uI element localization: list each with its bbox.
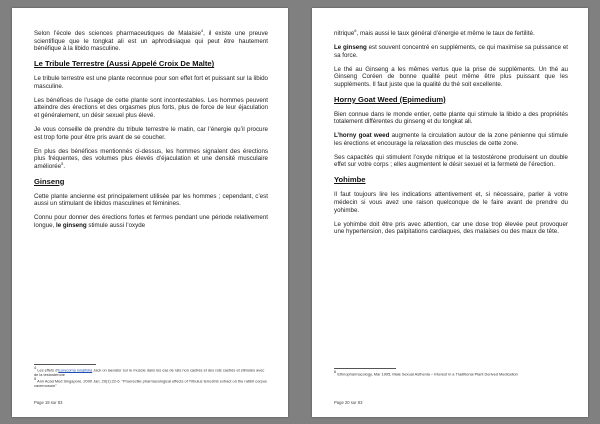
paragraph: Cette plante ancienne est principalement utilisée par les hommes ; cependant, c’est aussi un stimulant de libidos masculines et féminines.: [34, 192, 268, 208]
page-number: Page 19 sur 83: [34, 400, 63, 405]
bold-term: Le ginseng: [334, 43, 367, 51]
paragraph: Le yohimbe doit être pris avec attention, car une dose trop élevée peut provoquer une hypertension, des palpitations cardiaques, des malaises ou des maux de tête.: [334, 220, 568, 236]
section-heading-yohimbe: Yohimbe: [334, 175, 366, 185]
paragraph: L’horny goat weed augmente la circulation autour de la zone pénienne qui stimule les érections et encourage la relaxation des muscles de cette zone.: [334, 132, 568, 147]
section-heading-ginseng: Ginseng: [34, 176, 65, 186]
paragraph: Le tribule terrestre est une plante reconnue pour son effet fort et puissant sur la libido masculine.: [34, 75, 268, 90]
footnotes: [334, 368, 568, 378]
paragraph: Connu pour donner des érections fortes et fermes pendant une période relativement longue, le ginseng stimule aussi l’oxyde: [34, 214, 268, 229]
section-heading-horny-goat-weed: Horny Goat Weed (Epimedium): [334, 94, 446, 104]
paragraph: Je vous conseille de prendre du tribule terrestre le matin, car l’énergie qu’il procure est trop forte pour être pris avant de se coucher.: [34, 125, 268, 141]
footnote-4: $^4$ Les effets d’Eurycoma longifolia Jack on laevator sur le muscle dans les cas de rats non castrés et des rats castrés et stimulés avec de la testostérone: [34, 365, 265, 378]
footnote-ref: 6: [354, 27, 357, 33]
footnote-link[interactable]: Eurycoma longifolia: [58, 367, 93, 373]
footnote-6: $^6$ Ethnopharmacology, Mar 1995, Male Sexual Asthenia – Interest in a Traditional Plant Derived Medication: [334, 369, 518, 377]
paragraph: Selon l’école des sciences pharmaceutiques de Malaisie$^4$, il existe une preuve scientifique que le tongkat ali est un aphrodisiaque qui peut être hautement bénéfique à la libido masculine.: [34, 27, 268, 53]
footnote-5: $^5$ Ann Acad Med Singapore. 2000 Jan; 29(1):22-6. “Proerectile pharmacological effects of Tribulus terrestris extract on the rabbit corpus cavernosum”: [34, 376, 267, 389]
document-page-right: [312, 8, 588, 417]
paragraph: En plus des bénéfices mentionnés ci-dessus, les hommes signalent des érections plus fréquentes, des volumes plus élevés d’éjaculation et une densité musculaire améliorée$^5$.: [34, 147, 268, 170]
paragraph: Le ginseng est souvent concentré en suppléments, ce qui maximise sa puissance et sa force.: [334, 43, 568, 59]
paragraph: Bien connue dans le monde entier, cette plante qui stimule la libido a des propriétés totalement différentes du ginseng et du tongkat ali.: [334, 110, 568, 126]
paragraph: Le thé au Ginseng a les mêmes vertus que la prise de suppléments. Un thé au Ginseng Coréen de bonne qualité peut même être plus puissant que les suppléments. Il faut juste que la qualité du thé soit excellente.: [334, 65, 568, 88]
page-body: [334, 27, 568, 242]
section-heading-tribule: Le Tribule Terrestre (Aussi Appelé Croix De Malte): [34, 59, 215, 69]
page-number: Page 20 sur 83: [334, 400, 363, 405]
paragraph: nitrique$^6$, mais aussi le taux général d’énergie et même le taux de fertilité.: [334, 27, 535, 37]
bold-term: le ginseng: [56, 221, 87, 229]
footnote-ref: 4: [200, 27, 204, 33]
footnote-divider: [334, 368, 396, 369]
paragraph: Il faut toujours lire les indications attentivement et, si nécessaire, parler à votre médecin si vous avez une raison quelconque de le faire avant de prendre du yohimbe.: [334, 191, 568, 214]
paragraph: Ses capacités qui stimulent l’oxyde nitrique et la testostérone produisent un double effet sur votre corps ; elles augmentent le désir sexuel et la fermeté de l’érection.: [334, 153, 568, 169]
footnote-divider: [34, 364, 96, 365]
bold-term: L’horny goat weed: [334, 132, 390, 140]
document-page-left: [12, 8, 288, 417]
footnote-ref: 5: [61, 160, 64, 166]
paragraph: Les bénéfices de l’usage de cette plante sont incontestables. Les hommes peuvent atteindre des érections et des orgasmes plus forts, plus de force de leur éjaculation et généralement, un désir sexuel plus élevé.: [34, 96, 268, 119]
page-body: [34, 27, 268, 236]
footnotes: [34, 364, 268, 390]
